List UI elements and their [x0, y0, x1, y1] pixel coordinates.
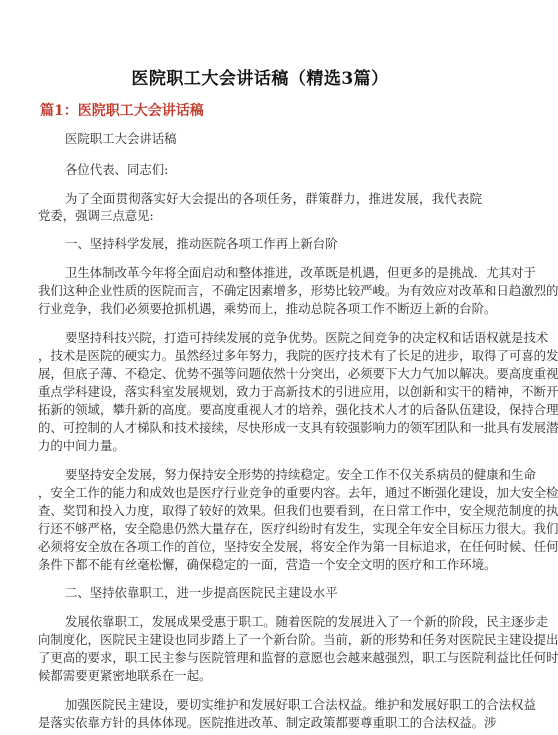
paragraph-line: 要坚持安全发展，努力保持安全形势的持续稳定。安全工作不仅关系病员的健康和生命 — [65, 467, 536, 482]
paragraph-line: 条件下都不能有丝毫松懈，确保稳定的一面，营造一个安全文明的医疗和工作环境。 — [38, 557, 497, 572]
heading-line: 一、坚持科学发展，推动医院各项工作再上新台阶 — [65, 236, 338, 251]
paragraph-line: 我们这种企业性质的医院而言，不确定因素增多，形势比较严峻。为有效应对改革和日趋激烈的 — [38, 283, 558, 298]
salutation-text: 各位代表、同志们: — [65, 162, 169, 177]
paragraph-line: 行业竞争，我们必须要抢抓机遇，乘势而上，推动总院各项工作不断迈上新的台阶。 — [38, 301, 497, 316]
paragraph-line: 是落实依靠方针的具体体现。医院推进改革、制定政策都要尊重职工的合法权益。涉 — [38, 715, 497, 730]
paragraph-line: ，技术是医院的硬实力。虽然经过多年努力，我院的医疗技术有了长足的进步，取得了可喜的发 — [38, 348, 558, 363]
section-heading: 篇1：医院职工大会讲话稿 — [40, 103, 204, 119]
paragraph-line: ，安全工作的能力和成效也是医疗行业竞争的重要内容。去年，通过不断强化建设，加大安全检 — [38, 485, 558, 500]
paragraph-line: 拓新的领域，攀升新的高度。要高度重视人才的培养，强化技术人才的后备队伍建设，保持合理 — [38, 402, 558, 417]
document-title: 医院职工大会讲话稿（精选3篇） — [131, 69, 389, 89]
paragraph-line: 的、可控制的人才梯队和技术接续，尽快形成一支具有较强影响力的领军团队和一批具有发展潜 — [38, 420, 558, 435]
paragraph-line: 展，但底子薄、不稳定、优势不强等问题依然十分突出，必须要下大力气加以解决。要高度重视 — [38, 366, 558, 381]
paragraph-line: 为了全面贯彻落实好大会提出的各项任务，群策群力，推进发展，我代表院 — [65, 191, 482, 206]
paragraph-line: 必须将安全放在各项工作的首位，坚持安全发展，将安全作为第一目标追求，在任何时候、任何 — [38, 539, 558, 554]
paragraph-line: 党委，强调三点意见: — [38, 208, 154, 223]
paragraph-line: 向制度化，医院民主建设也同步踏上了一个新台阶。当前，新的形势和任务对医院民主建设提出 — [38, 632, 558, 647]
paragraph-line: 卫生体制改革今年将全面启动和整体推进，改革既是机遇，但更多的是挑战．尤其对于 — [65, 265, 536, 280]
paragraph-line: 要坚持科技兴院，打造可持续发展的竞争优势。医院之间竞争的决定权和话语权就是技术 — [65, 330, 549, 345]
paragraph-line: 行还不够严格，安全隐患仍然大量存在，医疗纠纷时有发生，实现全年安全目标压力很大。我们 — [38, 521, 558, 536]
paragraph-line: 力的中间力量。 — [38, 438, 125, 453]
paragraph-line: 重点学科建设，落实科室发展规划，致力于高新技术的引进应用，以创新和实干的精神，不断开 — [38, 384, 558, 399]
paragraph-line: 查、奖罚和投入力度，取得了较好的效果。但我们也要看到，在日常工作中，安全规范制度的执 — [38, 503, 558, 518]
paragraph-line: 了更高的要求，职工民主参与医院管理和监督的意愿也会越来越强烈，职工与医院利益比任何时 — [38, 650, 558, 665]
paragraph-line: 发展依靠职工，发展成果受惠于职工。随着医院的发展进入了一个新的阶段，民主逐步走 — [65, 614, 549, 629]
subtitle-text: 医院职工大会讲话稿 — [65, 131, 177, 146]
paragraph-line: 候都需要更紧密地联系在一起。 — [38, 668, 212, 683]
paragraph-line: 加强医院民主建设，要切实维护和发展好职工合法权益。维护和发展好职工的合法权益 — [65, 697, 536, 712]
heading-line: 二、坚持依靠职工，进一步提高医院民主建设水平 — [65, 585, 338, 600]
